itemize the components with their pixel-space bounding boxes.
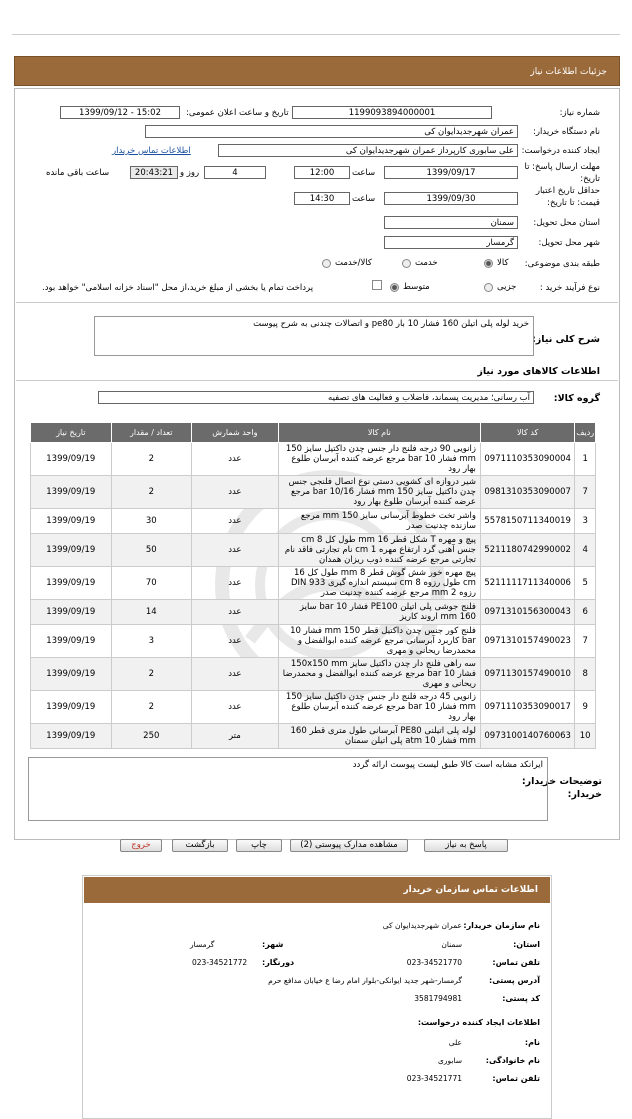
cell-date: 1399/09/19 [31, 509, 112, 534]
creator-section-title: اطلاعات ایجاد کننده درخواست: [417, 1018, 540, 1027]
cell-unit: عدد [192, 567, 279, 600]
city-field: گرمسار [384, 236, 518, 249]
creator-name-label: نام: [524, 1038, 540, 1047]
validity-date-field: 1399/09/30 [384, 192, 518, 205]
cell-qty: 250 [111, 724, 191, 749]
deadline-time-label: ساعت [352, 168, 376, 178]
cell-row: 7 [575, 476, 596, 509]
cell-date: 1399/09/19 [31, 691, 112, 724]
cell-row: 3 [575, 509, 596, 534]
need-no-label: شماره نیاز: [559, 108, 600, 118]
cell-unit: عدد [192, 509, 279, 534]
creator-phone-label: تلفن تماس: [492, 1074, 540, 1083]
cell-name: زانویی 90 درجه فلنج دار جنس چدن داکتیل سایز 150 mm فشار 10 bar مرجع عرضه کننده آبرسان طلوع بهار رود [278, 443, 480, 476]
cell-date: 1399/09/19 [31, 600, 112, 625]
creator-family-label: نام خانوادگی: [485, 1056, 540, 1065]
contact-address: گرمسار-شهر جدید ایوانکی-بلوار امام رضا ع خیابان مدافع حرم [268, 976, 462, 985]
goods-table-wrapper [30, 422, 596, 749]
cell-unit: عدد [192, 534, 279, 567]
contact-card-title: اطلاعات تماس سازمان خریدار [403, 885, 538, 895]
validity-label: حداقل تاریخ اعتبار [535, 186, 600, 196]
contact-card-header [84, 877, 550, 903]
page-header [14, 56, 620, 86]
contact-phone: 023-34521770 [406, 958, 462, 967]
radio-icon [484, 283, 493, 292]
cell-code: 5211180742990002 [480, 534, 574, 567]
cell-date: 1399/09/19 [31, 625, 112, 658]
cell-qty: 14 [111, 600, 191, 625]
cell-date: 1399/09/19 [31, 534, 112, 567]
summary-label: شرح کلی نیاز: [531, 334, 600, 345]
cell-code: 0973100140760063 [480, 724, 574, 749]
cell-unit: متر [192, 724, 279, 749]
divider [16, 380, 618, 381]
days-remaining-field: 4 [204, 166, 266, 179]
table-row [31, 476, 596, 509]
contact-postal-label: کد پستی: [502, 994, 540, 1003]
cell-qty: 2 [111, 658, 191, 691]
cell-name: زانویی 45 درجه فلنج دار جنس چدن داکتیل سایز 150 mm فشار 10 bar مرجع عرضه کننده آبرسان طلوع بهار رود [278, 691, 480, 724]
buyer-notes-text: ایرانکد مشابه است کالا طبق لیست پیوست ارائه گردد [352, 760, 543, 770]
cell-row: 8 [575, 658, 596, 691]
cell-row: 10 [575, 724, 596, 749]
cell-qty: 50 [111, 534, 191, 567]
announce-field: 1399/09/12 - 15:02 [60, 106, 180, 119]
contact-fax-label: دورنگار: [262, 958, 295, 967]
cell-row: 9 [575, 691, 596, 724]
cell-code: 0981310353090007 [480, 476, 574, 509]
radio-icon [402, 259, 411, 268]
table-row [31, 658, 596, 691]
contact-org-label: نام سازمان خریدار: [463, 921, 540, 930]
buyer-notes-label: توضیحات خریدار: [521, 776, 602, 787]
exit-button[interactable]: خروج [120, 839, 162, 852]
radio-icon [484, 259, 493, 268]
contact-fax: 023-34521772 [192, 958, 248, 967]
cell-name: لوله پلی اتیلنی PE80 آبرسانی طول متری قطر 160 mm فشار 10 atm پلی اتیلن سمنان [278, 724, 480, 749]
city-label: شهر محل تحویل: [538, 238, 600, 248]
category-label: طبقه بندی موضوعی: [524, 259, 600, 269]
buyer-org-field: عمران شهرجدیدایوان کی [145, 125, 518, 138]
buyer-notes-label-2: خریدار: [567, 789, 602, 800]
cell-qty: 2 [111, 691, 191, 724]
deadline-label: مهلت ارسال پاسخ: تا [524, 162, 600, 172]
creator-family: سابوری [437, 1056, 462, 1065]
col-name: نام کالا [278, 423, 480, 443]
province-label: استان محل تحویل: [533, 218, 600, 228]
col-qty: تعداد / مقدار [111, 423, 191, 443]
contact-city-label: شهر: [262, 940, 284, 949]
table-row [31, 625, 596, 658]
contact-postal: 3581794981 [414, 994, 462, 1003]
cell-name: پیچ و مهره T شکل قطر 16 mm طول کل 8 cm جنس آهنی گرد ارتفاع مهره 1 cm نام تجارتی فاقد نام تجارتی مرجع عرضه کننده ذوب ریزان همدان [278, 534, 480, 567]
cell-date: 1399/09/19 [31, 443, 112, 476]
contact-province: سمنان [441, 940, 462, 949]
contact-card [82, 875, 552, 1119]
province-field: سمنان [384, 216, 518, 229]
cell-code: 0971110353090004 [480, 443, 574, 476]
cell-qty: 2 [111, 443, 191, 476]
table-header-row [31, 423, 596, 443]
validity-label-2: قیمت: تا تاریخ: [547, 198, 600, 208]
creator-name: علی [448, 1038, 462, 1047]
cell-qty: 2 [111, 476, 191, 509]
cell-unit: عدد [192, 691, 279, 724]
validity-time-field: 14:30 [294, 192, 350, 205]
contact-address-label: آدرس پستی: [489, 976, 540, 985]
cell-unit: عدد [192, 443, 279, 476]
cell-qty: 30 [111, 509, 191, 534]
goods-group-label: گروه کالا: [553, 393, 600, 404]
table-row [31, 534, 596, 567]
divider [16, 302, 618, 303]
table-row [31, 724, 596, 749]
cell-code: 5211111711340006 [480, 567, 574, 600]
reply-button[interactable]: پاسخ به نیاز [424, 839, 508, 852]
deadline-label-2: تاریخ: [580, 174, 600, 184]
category-option-goods[interactable]: کالا [484, 258, 508, 268]
deadline-date-field: 1399/09/17 [384, 166, 518, 179]
days-label: روز و [180, 168, 200, 178]
cell-date: 1399/09/19 [31, 476, 112, 509]
cell-name: شیر دروازه ای کشویی دستی نوع اتصال فلنجی جنس چدن داکتیل سایز 150 mm فشار 10/16 bar مرجع عرضه کننده آبرسان طلوع بهار رود [278, 476, 480, 509]
cell-code: 0971310156300043 [480, 600, 574, 625]
buyer-notes-box [28, 757, 548, 821]
table-row [31, 443, 596, 476]
contact-province-label: استان: [513, 940, 540, 949]
remaining-label: ساعت باقی مانده [46, 168, 110, 178]
contact-org: عمران شهرجدیدایوان کی [382, 921, 462, 930]
payment-checkbox[interactable] [372, 280, 382, 290]
summary-text: خرید لوله پلی اتیلن 160 فشار 10 بار pe80 و اتصالات چندنی به شرح پیوست [253, 319, 529, 329]
cell-name: فلنج کور جنس چدن داکتیل قطر 150 mm فشار 10 bar کاربرد آبرسانی مرجع عرضه کننده ابوالفضل و محمدرضا ریحانی و مهری [278, 625, 480, 658]
buyer-contact-link[interactable]: اطلاعات تماس خریدار [112, 146, 191, 156]
cell-unit: عدد [192, 476, 279, 509]
process-label: نوع فرآیند خرید : [539, 283, 600, 293]
cell-row: 1 [575, 443, 596, 476]
goods-group-field: آب رسانی؛ مدیریت پسماند، فاضلاب و فعالیت های تصفیه [98, 391, 534, 404]
page-title: جزئیات اطلاعات نیاز [530, 67, 607, 77]
cell-date: 1399/09/19 [31, 724, 112, 749]
print-button[interactable]: چاپ [236, 839, 282, 852]
cell-unit: عدد [192, 600, 279, 625]
cell-code: 0971310157490023 [480, 625, 574, 658]
creator-label: ایجاد کننده درخواست: [521, 146, 600, 156]
announce-label: تاریخ و ساعت اعلان عمومی: [186, 108, 289, 118]
cell-qty: 70 [111, 567, 191, 600]
table-row [31, 567, 596, 600]
col-code: کد کالا [480, 423, 574, 443]
deadline-time-field: 12:00 [294, 166, 350, 179]
creator-field: علی سابوری کارپرداز عمران شهرجدیدایوان کی [218, 144, 518, 157]
need-no-field: 1199093894000001 [292, 106, 492, 119]
radio-icon [322, 259, 331, 268]
col-row: ردیف [575, 423, 596, 443]
cell-name: پیچ مهره خور شش گوش قطر 8 mm طول کل 16 cm طول رزوه 8 cm سیستم اندازه گیری DIN 933 رزوه 2 mm مرجع عرضه کننده چدنیت صدر [278, 567, 480, 600]
goods-table [30, 422, 596, 749]
cell-date: 1399/09/19 [31, 567, 112, 600]
contact-phone-label: تلفن تماس: [492, 958, 540, 967]
cell-row: 5 [575, 567, 596, 600]
summary-textarea [94, 316, 534, 356]
table-row [31, 691, 596, 724]
cell-name: فلنج جوشی پلی اتیلن PE100 فشار 10 bar سایز 160 mm اروند کاریز [278, 600, 480, 625]
cell-date: 1399/09/19 [31, 658, 112, 691]
back-button[interactable]: بازگشت [172, 839, 228, 852]
validity-time-label: ساعت [352, 194, 376, 204]
remaining-time-field: 20:43:21 [130, 166, 178, 179]
cell-code: 0971110353090017 [480, 691, 574, 724]
cell-name: واشر تخت خطوط آبرسانی سایز 150 mm مرجع سازنده چدنیت صدر [278, 509, 480, 534]
category-option-service[interactable]: خدمت [402, 258, 438, 268]
table-row [31, 600, 596, 625]
cell-row: 4 [575, 534, 596, 567]
top-divider [12, 34, 620, 35]
category-option-both[interactable]: کالا/خدمت [322, 258, 372, 268]
cell-code: 5578150711340019 [480, 509, 574, 534]
creator-phone: 023-34521771 [406, 1074, 462, 1083]
table-row [31, 509, 596, 534]
cell-name: سه راهی فلنج دار چدن داکتیل سایز 150x150 mm فشار 10 bar مرجع عرضه کننده ابوالفضل و محمدرضا ریحانی و مهری [278, 658, 480, 691]
cell-unit: عدد [192, 658, 279, 691]
process-option-medium[interactable]: متوسط [390, 282, 430, 292]
attachments-button[interactable]: مشاهده مدارک پیوستی (2) [290, 839, 408, 852]
col-date: تاریخ نیاز [31, 423, 112, 443]
cell-row: 6 [575, 600, 596, 625]
cell-code: 0971130157490010 [480, 658, 574, 691]
payment-note: پرداخت تمام یا بخشی از مبلغ خرید،از محل "اسناد خزانه اسلامی" خواهد بود. [42, 283, 314, 293]
cell-unit: عدد [192, 625, 279, 658]
cell-qty: 3 [111, 625, 191, 658]
radio-icon [390, 283, 399, 292]
col-unit: واحد شمارش [192, 423, 279, 443]
process-option-minor[interactable]: جزیی [484, 282, 516, 292]
goods-section-title: اطلاعات کالاهای مورد نیاز [477, 366, 600, 377]
contact-city: گرمسار [190, 940, 215, 949]
cell-row: 7 [575, 625, 596, 658]
buyer-org-label: نام دستگاه خریدار: [533, 127, 600, 137]
